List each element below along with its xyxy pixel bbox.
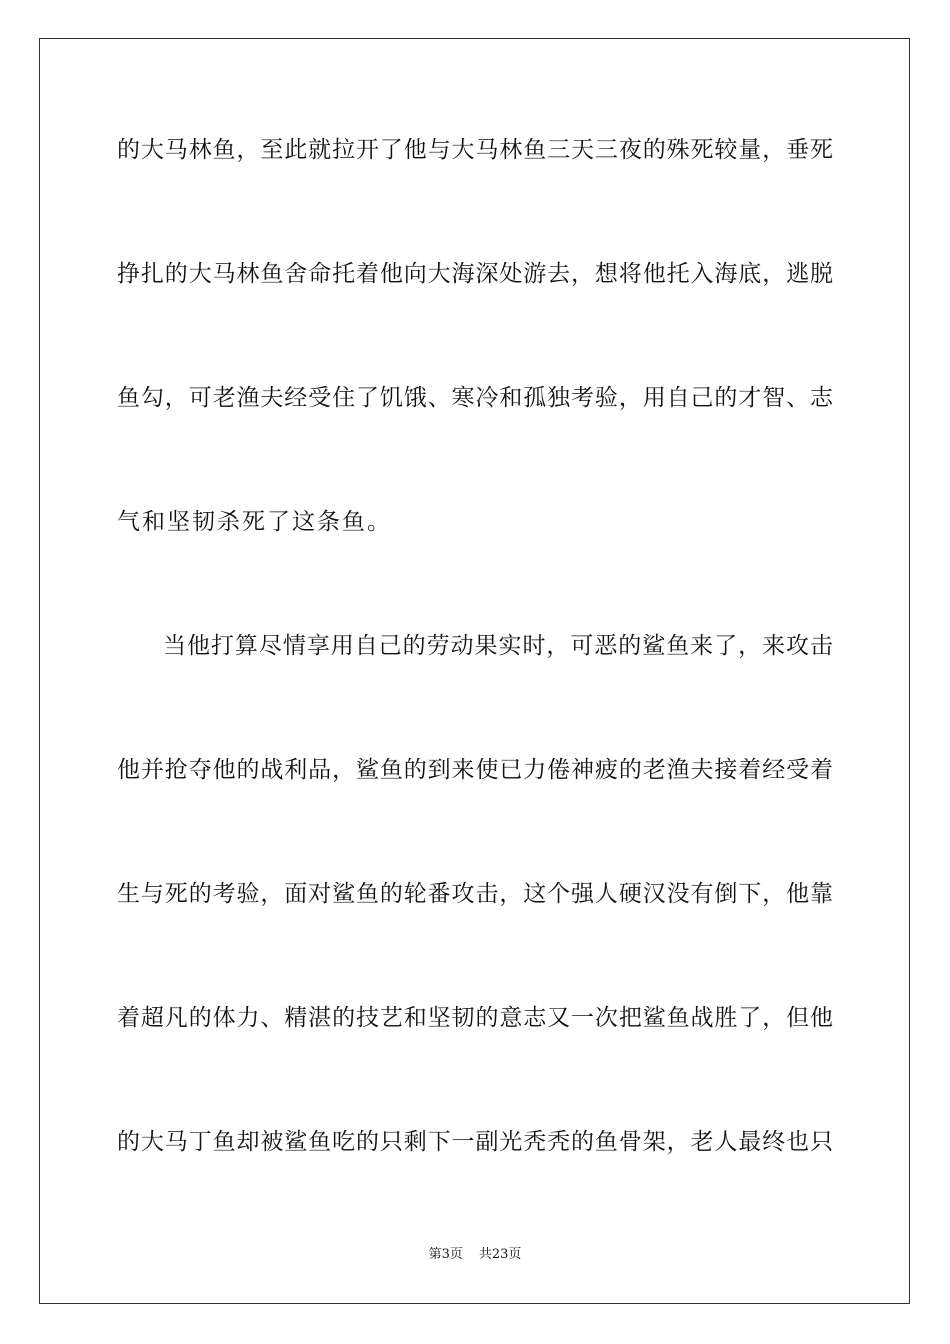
paragraph-start-line: 当他打算尽情享用自己的劳动果实时，可恶的鲨鱼来了，来攻击 [163,633,833,659]
text-line: 生与死的考验，面对鲨鱼的轮番攻击，这个强人硬汉没有倒下，他靠 [117,881,833,907]
text-line: 的大马丁鱼却被鲨鱼吃的只剩下一副光秃秃的鱼骨架，老人最终也只 [117,1129,833,1155]
text-line: 着超凡的体力、精湛的技艺和坚韧的意志又一次把鲨鱼战胜了，但他 [117,1005,833,1031]
page-footer [0,1246,950,1264]
text-line: 他并抢夺他的战利品，鲨鱼的到来使已力倦神疲的老渔夫接着经受着 [117,757,833,783]
text-line: 气和坚韧杀死了这条鱼。 [117,509,392,535]
text-line: 鱼勾，可老渔夫经受住了饥饿、寒冷和孤独考验，用自己的才智、志 [117,385,833,411]
page-number: 第3页 [428,1247,463,1262]
page-border [39,38,910,1304]
text-line: 的大马林鱼，至此就拉开了他与大马林鱼三天三夜的殊死较量，垂死 [117,137,833,163]
text-line: 挣扎的大马林鱼舍命托着他向大海深处游去，想将他托入海底，逃脱 [117,261,833,287]
total-pages: 共23页 [478,1247,522,1262]
